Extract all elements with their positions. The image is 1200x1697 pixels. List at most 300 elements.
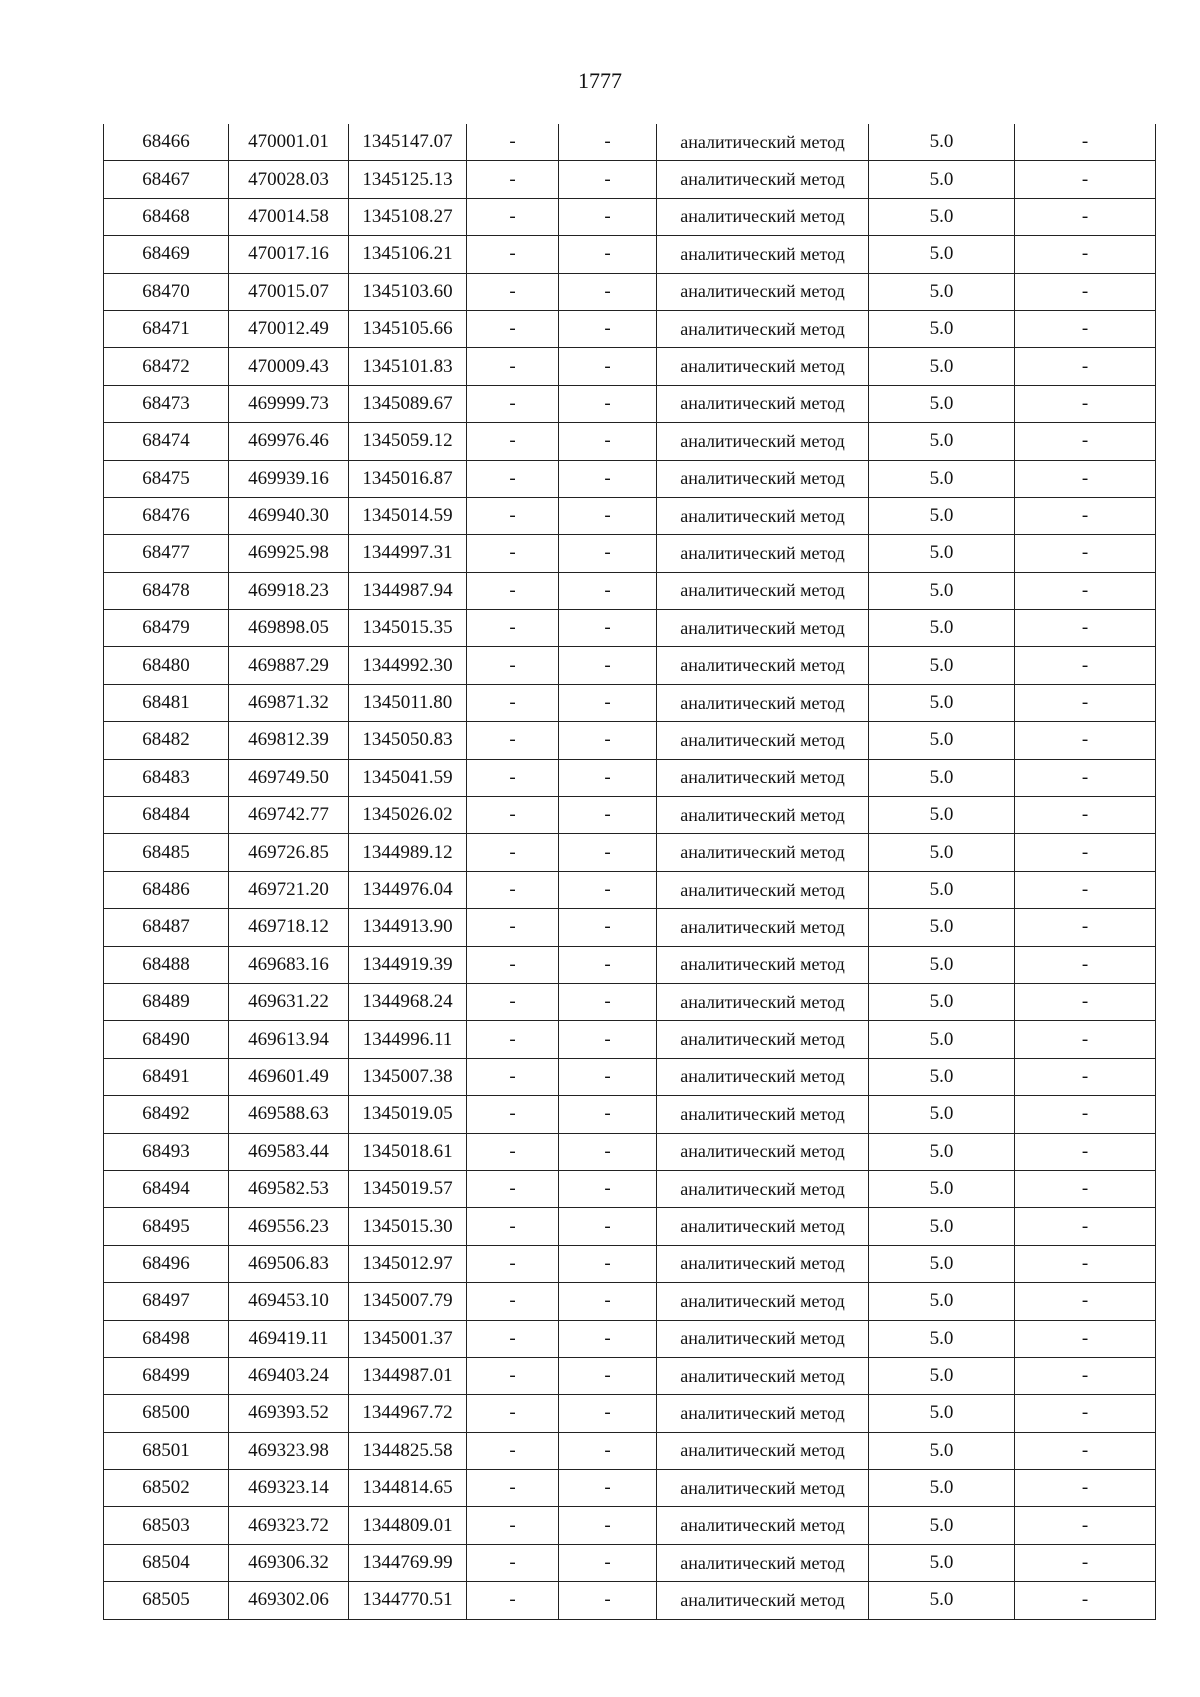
empty-cell-1: - — [467, 871, 559, 908]
accuracy-cell: 5.0 — [869, 983, 1015, 1020]
empty-cell-2: - — [559, 161, 657, 198]
point-number-cell: 68494 — [104, 1170, 229, 1207]
y-coordinate-cell: 1345015.35 — [349, 610, 467, 647]
method-cell: аналитический метод — [657, 497, 869, 534]
table-row — [104, 610, 1156, 647]
point-number-cell: 68481 — [104, 684, 229, 721]
y-coordinate-cell: 1345103.60 — [349, 273, 467, 310]
method-cell: аналитический метод — [657, 1320, 869, 1357]
table-row — [104, 198, 1156, 235]
method-cell: аналитический метод — [657, 1432, 869, 1469]
method-cell: аналитический метод — [657, 909, 869, 946]
x-coordinate-cell: 469999.73 — [229, 385, 349, 422]
accuracy-cell: 5.0 — [869, 1058, 1015, 1095]
point-number-cell: 68501 — [104, 1432, 229, 1469]
method-cell: аналитический метод — [657, 1470, 869, 1507]
method-cell: аналитический метод — [657, 273, 869, 310]
empty-cell-1: - — [467, 1357, 559, 1394]
accuracy-cell: 5.0 — [869, 946, 1015, 983]
empty-cell-2: - — [559, 423, 657, 460]
x-coordinate-cell: 469898.05 — [229, 610, 349, 647]
empty-cell-2: - — [559, 610, 657, 647]
point-number-cell: 68476 — [104, 497, 229, 534]
accuracy-cell: 5.0 — [869, 572, 1015, 609]
x-coordinate-cell: 469601.49 — [229, 1058, 349, 1095]
empty-cell-1: - — [467, 1021, 559, 1058]
empty-cell-3: - — [1015, 647, 1156, 684]
point-number-cell: 68487 — [104, 909, 229, 946]
empty-cell-2: - — [559, 1058, 657, 1095]
x-coordinate-cell: 469323.72 — [229, 1507, 349, 1544]
empty-cell-2: - — [559, 722, 657, 759]
empty-cell-3: - — [1015, 348, 1156, 385]
table-row — [104, 236, 1156, 273]
empty-cell-2: - — [559, 1582, 657, 1619]
x-coordinate-cell: 469306.32 — [229, 1544, 349, 1581]
empty-cell-2: - — [559, 1133, 657, 1170]
point-number-cell: 68472 — [104, 348, 229, 385]
coordinates-table — [103, 124, 1156, 1620]
table-row — [104, 572, 1156, 609]
empty-cell-1: - — [467, 423, 559, 460]
point-number-cell: 68493 — [104, 1133, 229, 1170]
point-number-cell: 68471 — [104, 310, 229, 347]
y-coordinate-cell: 1344825.58 — [349, 1432, 467, 1469]
x-coordinate-cell: 469976.46 — [229, 423, 349, 460]
point-number-cell: 68491 — [104, 1058, 229, 1095]
empty-cell-3: - — [1015, 423, 1156, 460]
x-coordinate-cell: 470009.43 — [229, 348, 349, 385]
point-number-cell: 68503 — [104, 1507, 229, 1544]
x-coordinate-cell: 469403.24 — [229, 1357, 349, 1394]
table-row — [104, 1021, 1156, 1058]
empty-cell-3: - — [1015, 1357, 1156, 1394]
empty-cell-2: - — [559, 1245, 657, 1282]
accuracy-cell: 5.0 — [869, 1096, 1015, 1133]
y-coordinate-cell: 1345105.66 — [349, 310, 467, 347]
empty-cell-3: - — [1015, 1470, 1156, 1507]
method-cell: аналитический метод — [657, 1357, 869, 1394]
x-coordinate-cell: 469393.52 — [229, 1395, 349, 1432]
point-number-cell: 68479 — [104, 610, 229, 647]
accuracy-cell: 5.0 — [869, 1283, 1015, 1320]
table-row — [104, 946, 1156, 983]
empty-cell-1: - — [467, 348, 559, 385]
method-cell: аналитический метод — [657, 460, 869, 497]
y-coordinate-cell: 1344809.01 — [349, 1507, 467, 1544]
page-number: 1777 — [578, 68, 622, 93]
accuracy-cell: 5.0 — [869, 1432, 1015, 1469]
table-row — [104, 983, 1156, 1020]
method-cell: аналитический метод — [657, 1582, 869, 1619]
x-coordinate-cell: 469506.83 — [229, 1245, 349, 1282]
method-cell: аналитический метод — [657, 1170, 869, 1207]
accuracy-cell: 5.0 — [869, 1357, 1015, 1394]
method-cell: аналитический метод — [657, 946, 869, 983]
empty-cell-1: - — [467, 797, 559, 834]
point-number-cell: 68486 — [104, 871, 229, 908]
accuracy-cell: 5.0 — [869, 273, 1015, 310]
x-coordinate-cell: 469582.53 — [229, 1170, 349, 1207]
x-coordinate-cell: 470001.01 — [229, 124, 349, 161]
empty-cell-1: - — [467, 1470, 559, 1507]
empty-cell-2: - — [559, 797, 657, 834]
table-row — [104, 647, 1156, 684]
empty-cell-1: - — [467, 1245, 559, 1282]
method-cell: аналитический метод — [657, 871, 869, 908]
accuracy-cell: 5.0 — [869, 1170, 1015, 1207]
empty-cell-1: - — [467, 1582, 559, 1619]
method-cell: аналитический метод — [657, 1208, 869, 1245]
method-cell: аналитический метод — [657, 983, 869, 1020]
accuracy-cell: 5.0 — [869, 348, 1015, 385]
accuracy-cell: 5.0 — [869, 1470, 1015, 1507]
x-coordinate-cell: 469302.06 — [229, 1582, 349, 1619]
empty-cell-2: - — [559, 1283, 657, 1320]
table-row — [104, 1283, 1156, 1320]
empty-cell-1: - — [467, 610, 559, 647]
method-cell: аналитический метод — [657, 310, 869, 347]
empty-cell-2: - — [559, 1507, 657, 1544]
x-coordinate-cell: 469940.30 — [229, 497, 349, 534]
y-coordinate-cell: 1344919.39 — [349, 946, 467, 983]
method-cell: аналитический метод — [657, 1021, 869, 1058]
table-row — [104, 1507, 1156, 1544]
y-coordinate-cell: 1344997.31 — [349, 535, 467, 572]
empty-cell-2: - — [559, 273, 657, 310]
point-number-cell: 68466 — [104, 124, 229, 161]
table-body — [104, 124, 1156, 1619]
empty-cell-1: - — [467, 236, 559, 273]
y-coordinate-cell: 1344769.99 — [349, 1544, 467, 1581]
empty-cell-3: - — [1015, 236, 1156, 273]
empty-cell-1: - — [467, 497, 559, 534]
y-coordinate-cell: 1345147.07 — [349, 124, 467, 161]
empty-cell-3: - — [1015, 1096, 1156, 1133]
empty-cell-3: - — [1015, 684, 1156, 721]
y-coordinate-cell: 1345050.83 — [349, 722, 467, 759]
empty-cell-1: - — [467, 1395, 559, 1432]
point-number-cell: 68468 — [104, 198, 229, 235]
method-cell: аналитический метод — [657, 161, 869, 198]
x-coordinate-cell: 469887.29 — [229, 647, 349, 684]
empty-cell-3: - — [1015, 1432, 1156, 1469]
x-coordinate-cell: 469939.16 — [229, 460, 349, 497]
empty-cell-3: - — [1015, 1208, 1156, 1245]
accuracy-cell: 5.0 — [869, 610, 1015, 647]
empty-cell-3: - — [1015, 871, 1156, 908]
empty-cell-2: - — [559, 1170, 657, 1207]
empty-cell-3: - — [1015, 1133, 1156, 1170]
empty-cell-3: - — [1015, 198, 1156, 235]
method-cell: аналитический метод — [657, 572, 869, 609]
table-row — [104, 1058, 1156, 1095]
accuracy-cell: 5.0 — [869, 124, 1015, 161]
point-number-cell: 68490 — [104, 1021, 229, 1058]
y-coordinate-cell: 1345108.27 — [349, 198, 467, 235]
accuracy-cell: 5.0 — [869, 460, 1015, 497]
empty-cell-1: - — [467, 273, 559, 310]
accuracy-cell: 5.0 — [869, 722, 1015, 759]
accuracy-cell: 5.0 — [869, 161, 1015, 198]
point-number-cell: 68488 — [104, 946, 229, 983]
empty-cell-2: - — [559, 385, 657, 422]
table-row — [104, 1208, 1156, 1245]
empty-cell-3: - — [1015, 759, 1156, 796]
method-cell: аналитический метод — [657, 610, 869, 647]
x-coordinate-cell: 469453.10 — [229, 1283, 349, 1320]
table-row — [104, 1357, 1156, 1394]
accuracy-cell: 5.0 — [869, 1245, 1015, 1282]
empty-cell-2: - — [559, 684, 657, 721]
point-number-cell: 68489 — [104, 983, 229, 1020]
y-coordinate-cell: 1344814.65 — [349, 1470, 467, 1507]
table-row — [104, 1582, 1156, 1619]
empty-cell-1: - — [467, 1096, 559, 1133]
method-cell: аналитический метод — [657, 423, 869, 460]
empty-cell-1: - — [467, 460, 559, 497]
x-coordinate-cell: 469749.50 — [229, 759, 349, 796]
table-row — [104, 460, 1156, 497]
empty-cell-3: - — [1015, 834, 1156, 871]
table-row — [104, 1395, 1156, 1432]
empty-cell-3: - — [1015, 1245, 1156, 1282]
y-coordinate-cell: 1345012.97 — [349, 1245, 467, 1282]
x-coordinate-cell: 469718.12 — [229, 909, 349, 946]
empty-cell-3: - — [1015, 722, 1156, 759]
point-number-cell: 68495 — [104, 1208, 229, 1245]
x-coordinate-cell: 469683.16 — [229, 946, 349, 983]
empty-cell-2: - — [559, 460, 657, 497]
table-row — [104, 535, 1156, 572]
empty-cell-2: - — [559, 1432, 657, 1469]
empty-cell-1: - — [467, 1544, 559, 1581]
point-number-cell: 68470 — [104, 273, 229, 310]
method-cell: аналитический метод — [657, 647, 869, 684]
empty-cell-2: - — [559, 572, 657, 609]
empty-cell-1: - — [467, 1432, 559, 1469]
y-coordinate-cell: 1345018.61 — [349, 1133, 467, 1170]
accuracy-cell: 5.0 — [869, 797, 1015, 834]
y-coordinate-cell: 1344987.94 — [349, 572, 467, 609]
empty-cell-1: - — [467, 124, 559, 161]
point-number-cell: 68498 — [104, 1320, 229, 1357]
method-cell: аналитический метод — [657, 348, 869, 385]
accuracy-cell: 5.0 — [869, 497, 1015, 534]
empty-cell-2: - — [559, 236, 657, 273]
empty-cell-3: - — [1015, 535, 1156, 572]
method-cell: аналитический метод — [657, 1283, 869, 1320]
y-coordinate-cell: 1344996.11 — [349, 1021, 467, 1058]
y-coordinate-cell: 1345019.57 — [349, 1170, 467, 1207]
accuracy-cell: 5.0 — [869, 759, 1015, 796]
point-number-cell: 68480 — [104, 647, 229, 684]
point-number-cell: 68482 — [104, 722, 229, 759]
y-coordinate-cell: 1345125.13 — [349, 161, 467, 198]
empty-cell-3: - — [1015, 1544, 1156, 1581]
empty-cell-2: - — [559, 946, 657, 983]
empty-cell-3: - — [1015, 983, 1156, 1020]
empty-cell-2: - — [559, 1320, 657, 1357]
table-row — [104, 1544, 1156, 1581]
accuracy-cell: 5.0 — [869, 909, 1015, 946]
empty-cell-1: - — [467, 983, 559, 1020]
empty-cell-3: - — [1015, 797, 1156, 834]
empty-cell-1: - — [467, 198, 559, 235]
point-number-cell: 68499 — [104, 1357, 229, 1394]
x-coordinate-cell: 469726.85 — [229, 834, 349, 871]
y-coordinate-cell: 1345007.38 — [349, 1058, 467, 1095]
point-number-cell: 68475 — [104, 460, 229, 497]
y-coordinate-cell: 1344968.24 — [349, 983, 467, 1020]
table-row — [104, 1133, 1156, 1170]
empty-cell-2: - — [559, 124, 657, 161]
empty-cell-2: - — [559, 1357, 657, 1394]
table-row — [104, 497, 1156, 534]
accuracy-cell: 5.0 — [869, 423, 1015, 460]
method-cell: аналитический метод — [657, 198, 869, 235]
point-number-cell: 68477 — [104, 535, 229, 572]
y-coordinate-cell: 1345016.87 — [349, 460, 467, 497]
empty-cell-2: - — [559, 310, 657, 347]
table-row — [104, 161, 1156, 198]
method-cell: аналитический метод — [657, 797, 869, 834]
point-number-cell: 68500 — [104, 1395, 229, 1432]
empty-cell-2: - — [559, 1208, 657, 1245]
y-coordinate-cell: 1345101.83 — [349, 348, 467, 385]
point-number-cell: 68474 — [104, 423, 229, 460]
empty-cell-2: - — [559, 871, 657, 908]
empty-cell-1: - — [467, 572, 559, 609]
point-number-cell: 68485 — [104, 834, 229, 871]
accuracy-cell: 5.0 — [869, 1395, 1015, 1432]
empty-cell-1: - — [467, 946, 559, 983]
y-coordinate-cell: 1344976.04 — [349, 871, 467, 908]
table-row — [104, 1320, 1156, 1357]
y-coordinate-cell: 1345015.30 — [349, 1208, 467, 1245]
table-row — [104, 759, 1156, 796]
x-coordinate-cell: 470014.58 — [229, 198, 349, 235]
accuracy-cell: 5.0 — [869, 1320, 1015, 1357]
x-coordinate-cell: 470017.16 — [229, 236, 349, 273]
empty-cell-2: - — [559, 535, 657, 572]
x-coordinate-cell: 469742.77 — [229, 797, 349, 834]
empty-cell-2: - — [559, 834, 657, 871]
empty-cell-3: - — [1015, 161, 1156, 198]
empty-cell-1: - — [467, 310, 559, 347]
table-row — [104, 722, 1156, 759]
y-coordinate-cell: 1345106.21 — [349, 236, 467, 273]
table-row — [104, 684, 1156, 721]
empty-cell-3: - — [1015, 572, 1156, 609]
x-coordinate-cell: 469871.32 — [229, 684, 349, 721]
empty-cell-3: - — [1015, 1507, 1156, 1544]
point-number-cell: 68492 — [104, 1096, 229, 1133]
empty-cell-3: - — [1015, 1395, 1156, 1432]
table-row — [104, 1096, 1156, 1133]
y-coordinate-cell: 1344913.90 — [349, 909, 467, 946]
x-coordinate-cell: 469323.14 — [229, 1470, 349, 1507]
y-coordinate-cell: 1345041.59 — [349, 759, 467, 796]
table-row — [104, 1432, 1156, 1469]
y-coordinate-cell: 1345011.80 — [349, 684, 467, 721]
table-row — [104, 1170, 1156, 1207]
accuracy-cell: 5.0 — [869, 1133, 1015, 1170]
y-coordinate-cell: 1345089.67 — [349, 385, 467, 422]
y-coordinate-cell: 1345019.05 — [349, 1096, 467, 1133]
accuracy-cell: 5.0 — [869, 535, 1015, 572]
empty-cell-1: - — [467, 535, 559, 572]
empty-cell-3: - — [1015, 946, 1156, 983]
y-coordinate-cell: 1345059.12 — [349, 423, 467, 460]
x-coordinate-cell: 470028.03 — [229, 161, 349, 198]
empty-cell-2: - — [559, 1021, 657, 1058]
x-coordinate-cell: 469419.11 — [229, 1320, 349, 1357]
empty-cell-2: - — [559, 1395, 657, 1432]
method-cell: аналитический метод — [657, 1096, 869, 1133]
method-cell: аналитический метод — [657, 1245, 869, 1282]
table-row — [104, 1470, 1156, 1507]
x-coordinate-cell: 469588.63 — [229, 1096, 349, 1133]
empty-cell-3: - — [1015, 273, 1156, 310]
y-coordinate-cell: 1344770.51 — [349, 1582, 467, 1619]
empty-cell-2: - — [559, 1096, 657, 1133]
y-coordinate-cell: 1345001.37 — [349, 1320, 467, 1357]
accuracy-cell: 5.0 — [869, 1507, 1015, 1544]
table-row — [104, 797, 1156, 834]
table-row — [104, 385, 1156, 422]
empty-cell-2: - — [559, 647, 657, 684]
empty-cell-1: - — [467, 684, 559, 721]
x-coordinate-cell: 469323.98 — [229, 1432, 349, 1469]
empty-cell-3: - — [1015, 610, 1156, 647]
empty-cell-1: - — [467, 1170, 559, 1207]
table-row — [104, 909, 1156, 946]
accuracy-cell: 5.0 — [869, 1582, 1015, 1619]
method-cell: аналитический метод — [657, 759, 869, 796]
accuracy-cell: 5.0 — [869, 871, 1015, 908]
point-number-cell: 68497 — [104, 1283, 229, 1320]
point-number-cell: 68478 — [104, 572, 229, 609]
empty-cell-2: - — [559, 759, 657, 796]
accuracy-cell: 5.0 — [869, 385, 1015, 422]
method-cell: аналитический метод — [657, 1507, 869, 1544]
empty-cell-1: - — [467, 722, 559, 759]
empty-cell-1: - — [467, 1320, 559, 1357]
point-number-cell: 68496 — [104, 1245, 229, 1282]
table-row — [104, 310, 1156, 347]
x-coordinate-cell: 469918.23 — [229, 572, 349, 609]
accuracy-cell: 5.0 — [869, 236, 1015, 273]
table-row — [104, 423, 1156, 460]
accuracy-cell: 5.0 — [869, 1208, 1015, 1245]
point-number-cell: 68469 — [104, 236, 229, 273]
x-coordinate-cell: 469721.20 — [229, 871, 349, 908]
x-coordinate-cell: 469631.22 — [229, 983, 349, 1020]
method-cell: аналитический метод — [657, 1544, 869, 1581]
empty-cell-3: - — [1015, 124, 1156, 161]
point-number-cell: 68505 — [104, 1582, 229, 1619]
empty-cell-1: - — [467, 1208, 559, 1245]
empty-cell-3: - — [1015, 1058, 1156, 1095]
method-cell: аналитический метод — [657, 535, 869, 572]
empty-cell-1: - — [467, 161, 559, 198]
x-coordinate-cell: 470015.07 — [229, 273, 349, 310]
method-cell: аналитический метод — [657, 1395, 869, 1432]
y-coordinate-cell: 1344987.01 — [349, 1357, 467, 1394]
y-coordinate-cell: 1344967.72 — [349, 1395, 467, 1432]
empty-cell-3: - — [1015, 460, 1156, 497]
